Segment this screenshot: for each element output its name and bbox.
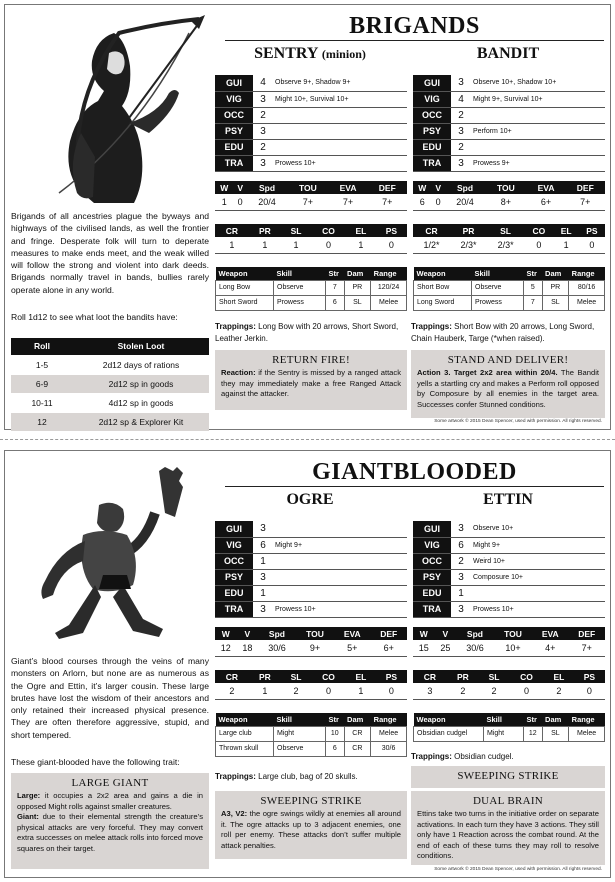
loot-header-roll: Roll [11, 338, 73, 355]
loot-header-loot: Stolen Loot [73, 338, 209, 355]
loot-roll: 12 [11, 412, 73, 431]
cut-line [0, 439, 615, 440]
giant-lore: Giant’s blood courses through the veins of many monsters on Arlorn, but none are as numerous as the Ogre and Ettin, it’s larger cousin. These large brutes have lost the wisdom of their ancestors and only retained their increased physical presence. They are often therefore aggressive, stupid, and short tempered. [11, 656, 209, 740]
loot-roll-instructions: Roll 1d12 to see what loot the bandits have: [11, 312, 178, 322]
brigands-card [4, 4, 611, 430]
ogre-trappings: Trappings: Large club, bag of 20 skulls. [215, 772, 358, 781]
bandit-name: BANDIT [476, 45, 540, 62]
sentry-weapons: Weapon Skill Str Dam Range Long Bow Observe 7 PR 120/24 Short Sword Prowess 6 SL Melee [215, 267, 407, 311]
bandit-trappings: Trappings: Short Bow with 20 arrows, Long Sword, Chain Hauberk, Targe (*when raised). [411, 322, 595, 343]
art-credit: Some artwork © 2015 Dean Spencer, used with permission. All rights reserved. [434, 867, 602, 872]
archer-illustration [19, 13, 209, 208]
bandit-stats-1: W V Spd TOU EVA DEF 6 0 20/4 8+ 6+ 7+ [413, 181, 605, 211]
brigands-lore: Brigands of all ancestries plague the byways and highways of the civilised lands, as well the frontier and fringe. Desperate folk will turn to deperate measures to make ends meet, and the weak willed will follow the strong and violent into dark deeds. Brigands normally travel in bands, bullies rarely operate alone in any world. [11, 211, 209, 295]
ogre-illustration [19, 465, 209, 645]
ogre-weapons: Weapon Skill Str Dam Range Large club Might 10 CR Melee Thrown skull Observe 6 CR 30/6 [215, 713, 407, 757]
sentry-stats-2: CR PR SL CO EL PS 1 1 1 0 1 0 [215, 224, 407, 254]
ettin-name: ETTIN [483, 491, 533, 508]
sentry-attributes: GUI 4 Observe 9+, Shadow 9+ VIG 3 Might 10+, Survival 10+ OCC 2 PSY 3 EDU 2 TRA 3 Prowess 10+ [215, 75, 407, 172]
loot-roll: 1-5 [11, 355, 73, 374]
trait-intro: These giant-blooded have the following trait: [11, 757, 180, 767]
loot-item: 2d12 sp in goods [73, 374, 209, 393]
giantblooded-card [4, 450, 611, 878]
ogre-stats-2: CR PR SL CO EL PS 2 1 2 0 1 0 [215, 670, 407, 700]
loot-item: 2d12 days of rations [73, 355, 209, 374]
return-fire-ability: RETURN FIRE! Reaction: if the Sentry is missed by a ranged attack they may immediately make a free Ranged Attack against the attacker. [215, 350, 407, 410]
ettin-sweeping-strike: SWEEPING STRIKE [411, 766, 605, 788]
bandit-attributes: GUI 3 Observe 10+, Shadow 10+ VIG 4 Might 9+, Survival 10+ OCC 2 PSY 3 Perform 10+ EDU 2 TRA 3 Prowess 9+ [413, 75, 605, 172]
page-title: BRIGANDS [225, 13, 604, 41]
ogre-attributes: GUI 3 VIG 6 Might 9+ OCC 1 PSY 3 EDU 1 TRA 3 Prowess 10+ [215, 521, 407, 618]
dual-brain-ability: DUAL BRAIN Ettins take two turns in the initiative order on separate activations. In each turn they have 3 actions. They still only have 1 Reaction across the combat round. At the end of each of these turns they may roll to resolve conditions. [411, 791, 605, 865]
ogre-name: OGRE [286, 491, 334, 508]
ettin-weapons: Weapon Skill Str Dam Range Obsidian cudgel Might 12 SL Melee [413, 713, 605, 742]
ettin-stats-1: W V Spd TOU EVA DEF 15 25 30/6 10+ 4+ 7+ [413, 627, 605, 657]
ogre-stats-1: W V Spd TOU EVA DEF 12 18 30/6 9+ 5+ 6+ [215, 627, 407, 657]
page-title: GIANTBLOODED [225, 459, 604, 487]
bandit-stats-2: CR PR SL CO EL PS 1/2* 2/3* 2/3* 0 1 0 [413, 224, 605, 254]
loot-roll: 6-9 [11, 374, 73, 393]
sentry-trappings: Trappings: Long Bow with 20 arrows, Short Sword, Leather Jerkin. [215, 322, 399, 343]
art-credit: Some artwork © 2015 Dean Spencer, used with permission. All rights reserved. [434, 419, 602, 424]
stand-and-deliver-ability: STAND AND DELIVER! Action 3. Target 2x2 area within 20/4. The Bandit yells a startling cry and makes a Perform roll opposed by Composure by all enemies in the target area. Successes confer Stunned conditions. [411, 350, 605, 418]
ettin-attributes: GUI 3 Observe 10+ VIG 6 Might 9+ OCC 2 Weird 10+ PSY 3 Composure 10+ EDU 1 TRA 3 Prowess 10+ [413, 521, 605, 618]
loot-roll: 10-11 [11, 393, 73, 412]
large-giant-trait: LARGE GIANT Large: it occupies a 2x2 area and gains a die in opposed Might rolls against smaller creatures. Giant: due to their elemental strength the creature’s physical attacks are very forceful. They may convert extra successes on melee attack rolls into forced move squares on their target. [11, 773, 209, 869]
sentry-name: SENTRY (minion) [254, 45, 366, 62]
bandit-weapons: Weapon Skill Str Dam Range Short Bow Observe 5 PR 80/16 Long Sword Prowess 7 SL Melee [413, 267, 605, 311]
ogre-sweeping-strike: SWEEPING STRIKE A3, V2: the ogre swings wildly at enemies all around it. The ogre attacks up to 3 adjacent enemies, one roll per enemy. These attacks don’t suffer multiple attack penalties. [215, 791, 407, 859]
loot-item: 4d12 sp in goods [73, 393, 209, 412]
ettin-stats-2: CR PR SL CO EL PS 3 2 2 0 2 0 [413, 670, 605, 700]
sentry-stats-1: W V Spd TOU EVA DEF 1 0 20/4 7+ 7+ 7+ [215, 181, 407, 211]
loot-table [11, 338, 209, 431]
ettin-trappings: Trappings: Obsidian cudgel. [411, 752, 514, 761]
loot-item: 2d12 sp & Explorer Kit [73, 412, 209, 431]
